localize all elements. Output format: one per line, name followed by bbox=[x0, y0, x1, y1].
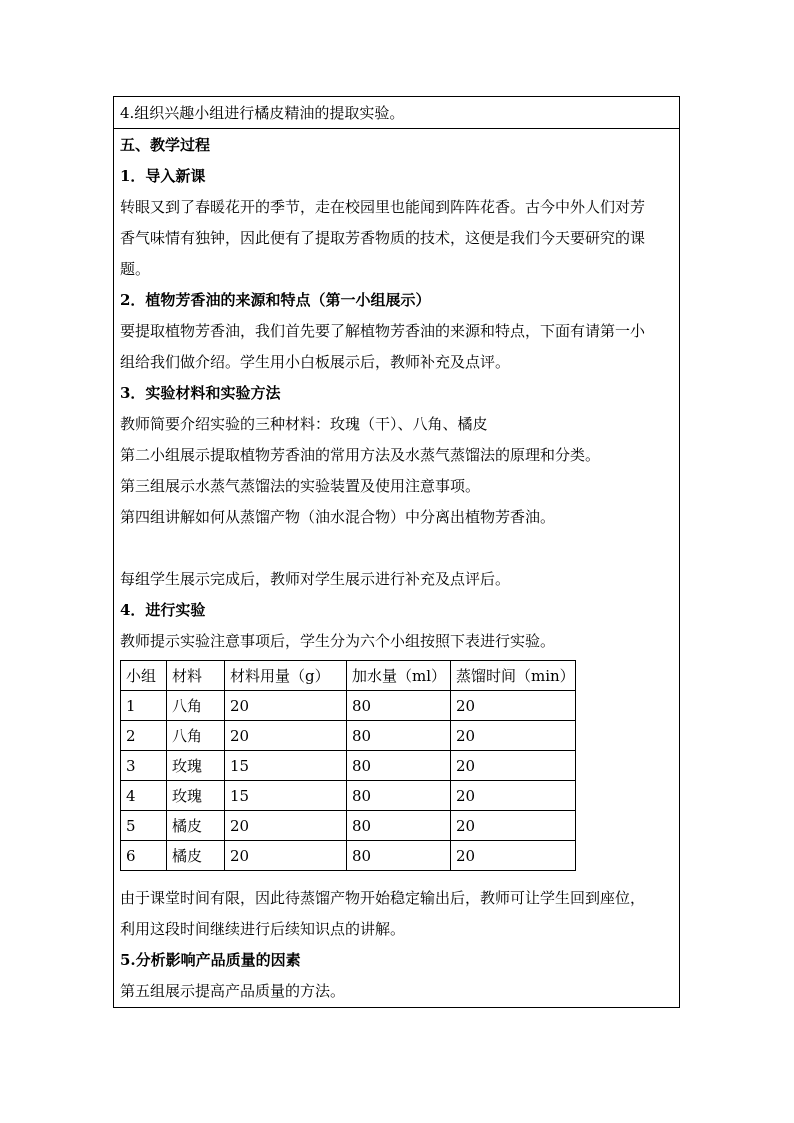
paragraph-line: 第二小组展示提取植物芳香油的常用方法及水蒸气蒸馏法的原理和分类。 bbox=[120, 446, 601, 464]
heading-materials: 3．实验材料和实验方法 bbox=[120, 384, 281, 402]
table-row bbox=[121, 721, 576, 751]
table-cell: 3 bbox=[121, 751, 167, 781]
table-row bbox=[121, 781, 576, 811]
table-cell: 6 bbox=[121, 841, 167, 871]
table-cell: 80 bbox=[347, 781, 451, 811]
experiment-table bbox=[120, 660, 576, 871]
table-cell: 20 bbox=[451, 841, 576, 871]
heading-intro: 1．导入新课 bbox=[120, 167, 206, 185]
paragraph-line: 第四组讲解如何从蒸馏产物（油水混合物）中分离出植物芳香油。 bbox=[120, 508, 556, 526]
objectives-row bbox=[114, 97, 679, 129]
paragraph-line: 由于课堂时间有限，因此待蒸馏产物开始稳定输出后，教师可让学生回到座位， bbox=[120, 889, 646, 907]
table-header-row bbox=[121, 661, 576, 691]
table-header-cell: 材料用量（g） bbox=[225, 661, 347, 691]
paragraph-line: 教师简要介绍实验的三种材料：玫瑰（干）、八角、橘皮 bbox=[120, 415, 488, 433]
paragraph-line: 第三组展示水蒸气蒸馏法的实验装置及使用注意事项。 bbox=[120, 477, 481, 495]
table-cell: 八角 bbox=[167, 721, 225, 751]
heading-quality: 5.分析影响产品质量的因素 bbox=[120, 951, 301, 969]
table-cell: 80 bbox=[347, 691, 451, 721]
table-header-cell: 加水量（ml） bbox=[347, 661, 451, 691]
table-cell: 2 bbox=[121, 721, 167, 751]
paragraph-line: 第五组展示提高产品质量的方法。 bbox=[120, 982, 346, 1000]
table-cell: 八角 bbox=[167, 691, 225, 721]
table-cell: 20 bbox=[451, 811, 576, 841]
table-header-cell: 小组 bbox=[121, 661, 167, 691]
table-cell: 橘皮 bbox=[167, 811, 225, 841]
table-cell: 20 bbox=[225, 691, 347, 721]
section-title: 五、教学过程 bbox=[120, 136, 211, 154]
table-cell: 20 bbox=[451, 781, 576, 811]
paragraph-line: 题。 bbox=[120, 260, 151, 278]
objective-4: 4.组织兴趣小组进行橘皮精油的提取实验。 bbox=[120, 104, 405, 122]
table-cell: 80 bbox=[347, 811, 451, 841]
heading-experiment: 4．进行实验 bbox=[120, 601, 206, 619]
paragraph-line: 香气味情有独钟，因此便有了提取芳香物质的技术，这便是我们今天要研究的课 bbox=[120, 229, 646, 247]
paragraph-line: 转眼又到了春暖花开的季节，走在校园里也能闻到阵阵花香。古今中外人们对芳 bbox=[120, 198, 646, 216]
table-cell: 20 bbox=[451, 721, 576, 751]
table-cell: 80 bbox=[347, 751, 451, 781]
table-cell: 20 bbox=[225, 841, 347, 871]
paragraph-line: 组给我们做介绍。学生用小白板展示后，教师补充及点评。 bbox=[120, 353, 511, 371]
table-header-cell: 材料 bbox=[167, 661, 225, 691]
table-row bbox=[121, 751, 576, 781]
table-cell: 20 bbox=[451, 751, 576, 781]
table-cell: 玫瑰 bbox=[167, 751, 225, 781]
paragraph-line: 每组学生展示完成后，教师对学生展示进行补充及点评后。 bbox=[120, 570, 511, 588]
lesson-plan-table bbox=[113, 96, 680, 1008]
table-cell: 80 bbox=[347, 721, 451, 751]
table-cell: 20 bbox=[225, 811, 347, 841]
paragraph-line: 教师提示实验注意事项后，学生分为六个小组按照下表进行实验。 bbox=[120, 632, 556, 650]
table-cell: 1 bbox=[121, 691, 167, 721]
table-cell: 橘皮 bbox=[167, 841, 225, 871]
table-cell: 20 bbox=[225, 721, 347, 751]
table-cell: 20 bbox=[451, 691, 576, 721]
table-cell: 15 bbox=[225, 751, 347, 781]
table-row bbox=[121, 841, 576, 871]
table-row bbox=[121, 691, 576, 721]
table-cell: 玫瑰 bbox=[167, 781, 225, 811]
table-header-cell: 蒸馏时间（min） bbox=[451, 661, 576, 691]
paragraph-line: 要提取植物芳香油，我们首先要了解植物芳香油的来源和特点，下面有请第一小 bbox=[120, 322, 646, 340]
paragraph-line: 利用这段时间继续进行后续知识点的讲解。 bbox=[120, 920, 406, 938]
heading-sources: 2．植物芳香油的来源和特点（第一小组展示） bbox=[120, 291, 431, 309]
table-cell: 80 bbox=[347, 841, 451, 871]
table-cell: 4 bbox=[121, 781, 167, 811]
table-cell: 15 bbox=[225, 781, 347, 811]
table-cell: 5 bbox=[121, 811, 167, 841]
table-row bbox=[121, 811, 576, 841]
